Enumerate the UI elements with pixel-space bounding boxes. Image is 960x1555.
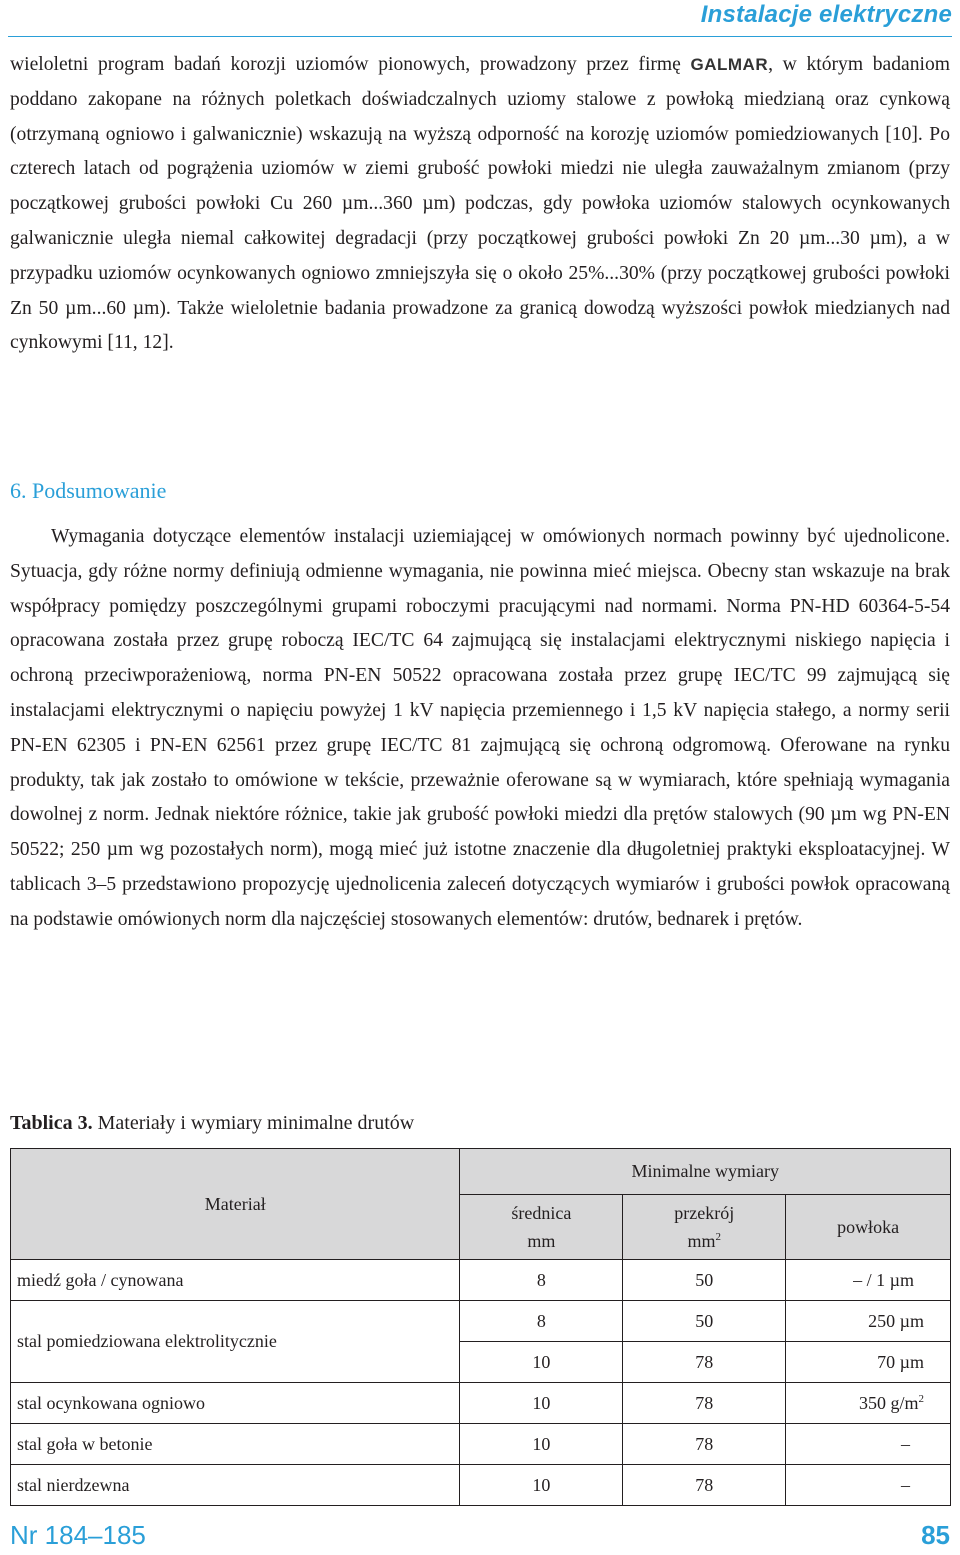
paragraph-text: wieloletni program badań korozji uziomów pionowych, prowadzony przez firmę (10, 54, 691, 75)
cell-coating: 250 µm (786, 1301, 951, 1342)
header-diameter (460, 1195, 623, 1260)
header-section-unit: mm (687, 1231, 716, 1251)
header-diameter-unit: mm (527, 1231, 556, 1251)
cell-material: stal goła w betonie (11, 1424, 460, 1465)
cell-coating: – (786, 1465, 951, 1506)
cell-diameter: 8 (460, 1260, 623, 1301)
cell-coating-sup: 2 (918, 1392, 924, 1405)
brand-name: GALMAR (690, 55, 769, 74)
cell-diameter: 10 (460, 1465, 623, 1506)
header-diameter-label: średnica (511, 1203, 572, 1223)
paragraph-summary: Wymagania dotyczące elementów instalacji uziemiającej w omówionych normach powinny być ujednolicone. Sytuacja, gdy różne normy definiują odmienne wymagania, nie powinna mieć miejsca. Obecny stan wskazuje na brak współpracy pomiędzy poszczególnymi grupami roboczymi pracującymi nad normami. Norma PN-HD 60364-5-54 opracowana została przez grupę roboczą IEC/TC 64 zajmującą się instalacjami elektrycznymi niskiego napięcia i ochroną przeciwporażeniową, norma PN-EN 50522 opracowana została przez grupę IEC/TC 99 zajmującą się instalacjami elektrycznymi o napięciu powyżej 1 kV napięcia przemiennego i 1,5 kV napięcia stałego, a normy serii PN-EN 62305 i PN-EN 62561 przez grupę IEC/TC 81 zajmującą się ochroną odgromową. Oferowane na rynku produkty, tak jak zostało to omówione w tekście, przeważnie oferowane są w wymiarach, które spełniają wymagania dowolnej z norm. Jednak niektóre różnice, takie jak grubość powłoki miedzi dla prętów stalowych (90 µm wg PN-EN 50522; 250 µm wg pozostałych norm), mogą mieć już istotne znaczenie dla długoletniej praktyki eksploatacyjnej. W tablicach 3–5 przedstawiono propozycję ujednolicenia zaleceń dotyczących wymiarów i grubości powłok opracowaną na podstawie omówionych norm dla najczęściej stosowanych elementów: drutów, bednarek i prętów. (10, 526, 950, 930)
paragraph-corrosion (10, 48, 950, 361)
issue-number: Nr 184–185 (10, 1520, 146, 1550)
header-min-dimensions: Minimalne wymiary (460, 1149, 951, 1195)
header-section-unit-sup: 2 (715, 1231, 721, 1243)
table-row (11, 1424, 951, 1465)
page-header (0, 0, 960, 44)
table-row (11, 1301, 951, 1342)
cell-diameter: 10 (460, 1383, 623, 1424)
cell-coating: 70 µm (786, 1342, 951, 1383)
cell-section: 50 (623, 1301, 786, 1342)
page-number: 85 (921, 1520, 950, 1550)
cell-section: 50 (623, 1260, 786, 1301)
cell-coating: – (786, 1424, 951, 1465)
cell-material: miedź goła / cynowana (11, 1260, 460, 1301)
cell-material: stal pomiedziowana elektrolitycznie (11, 1301, 460, 1383)
header-section (623, 1195, 786, 1260)
section-heading: 6. Podsumowanie (10, 478, 167, 503)
cell-coating: – / 1 µm (786, 1260, 951, 1301)
table-caption-text: Materiały i wymiary minimalne drutów (92, 1112, 415, 1134)
section-body (10, 520, 950, 938)
table-row (11, 1465, 951, 1506)
cell-diameter: 10 (460, 1424, 623, 1465)
cell-section: 78 (623, 1465, 786, 1506)
cell-coating (786, 1383, 951, 1424)
paragraph-text: , w którym badaniom poddano zakopane na różnych poletkach doświadczalnych uziomy stalowe z powłoką miedzianą oraz cynkową (otrzymaną ogniowo i galwanicznie) wskazują na wyższą odporność na korozję uziomów pomiedziowanych [10]. Po czterech latach od pogrążenia uziomów w ziemi grubość powłoki miedzi nie uległa zauważalnym zmianom (przy początkowej grubości powłoki Cu 260 µm...360 µm) podczas, gdy powłoka uziomów stalowych ocynkowanych galwanicznie uległa niemal całkowitej degradacji (przy początkowej grubości powłoki Zn 20 µm...30 µm), a w przypadku uziomów ocynkowanych ogniowo zmniejszyła się o około 25%...30% (przy początkowej grubości powłoki Zn 50 µm...60 µm). Także wieloletnie badania prowadzone za granicą dowodzą wyższości powłok miedzianych nad cynkowymi [11, 12]. (10, 54, 951, 354)
table-caption-label: Tablica 3. (10, 1112, 93, 1134)
cell-coating-value: 350 g/m (858, 1392, 919, 1413)
header-rule (8, 36, 952, 37)
running-title: Instalacje elektryczne (700, 1, 952, 28)
table-row (11, 1260, 951, 1301)
header-coating: powłoka (786, 1195, 951, 1260)
cell-section: 78 (623, 1424, 786, 1465)
header-section-label: przekrój (674, 1203, 735, 1223)
body-text (10, 48, 950, 361)
table-row (11, 1383, 951, 1424)
header-material: Materiał (11, 1149, 460, 1260)
cell-material: stal ocynkowana ogniowo (11, 1383, 460, 1424)
table-caption (10, 1112, 414, 1135)
cell-material: stal nierdzewna (11, 1465, 460, 1506)
cell-diameter: 10 (460, 1342, 623, 1383)
materials-table (10, 1148, 951, 1506)
cell-diameter: 8 (460, 1301, 623, 1342)
cell-section: 78 (623, 1342, 786, 1383)
cell-section: 78 (623, 1383, 786, 1424)
